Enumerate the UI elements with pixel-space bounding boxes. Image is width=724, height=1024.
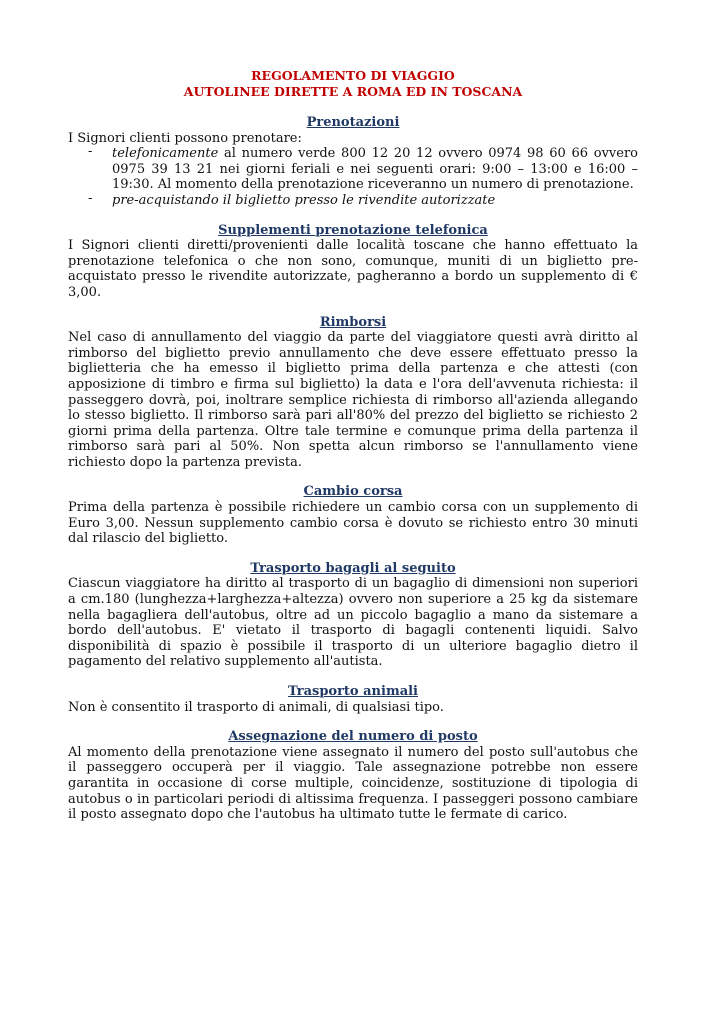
list-item [68, 190, 638, 209]
cambio-corsa-text: Prima della partenza è possibile richiedere un cambio corsa con un supplemento di Euro 3,00. Nessun supplemento cambio corsa è dovuto se richiesto entro 30 minuti dal rilascio del biglietto. [68, 500, 638, 547]
heading-trasporto-animali: Trasporto animali [288, 684, 418, 699]
trasporto-bagagli-text: Ciascun viaggiatore ha diritto al trasporto di un bagaglio di dimensioni non superiori a cm.180 (lunghezza+larghezza+altezza) ovvero non superiore a 25 kg da sistemare nella bagagliera dell'autobus, oltre ad un piccolo bagaglio a mano da sistemare a bordo dell'autobus. E' vietato il trasporto di bagagli contenenti liquidi. Salvo disponibilità di spazio è possibile il trasporto di un ulteriore bagaglio dietro il pagamento del relativo supplemento all'autista. [68, 576, 638, 670]
heading-assegnazione-posto: Assegnazione del numero di posto [228, 729, 478, 745]
rimborsi-text: Nel caso di annullamento del viaggio da parte del viaggiatore questi avrà diritto al rimborso del biglietto previo annullamento che deve essere effettuato presso la biglietteria che ha emesso il biglietto prima della partenza e che attesti (con apposizione di timbro e firma sul biglietto) la data e l'ora dell'avvenuta richiesta: il passeggero dovrà, poi, inoltrare semplice richiesta di rimborso all'azienda allegando lo stesso biglietto. Il rimborso sarà pari all'80% del prezzo del biglietto se richiesto 2 giorni prima della partenza. Oltre tale termine e comunque prima della partenza il rimborso sarà pari al 50%. Non spetta alcun rimborso se l'annullamento viene richiesto dopo la partenza prevista. [68, 330, 638, 470]
heading-supplementi: Supplementi prenotazione telefonica [218, 222, 488, 238]
section-cambio-corsa [68, 484, 638, 546]
prenotazioni-intro: I Signori clienti possono prenotare: [68, 130, 302, 146]
section-assegnazione-posto [68, 729, 638, 823]
dash-bullet: - [88, 144, 93, 160]
section-supplementi [68, 223, 638, 301]
heading-trasporto-bagagli: Trasporto bagagli al seguito [250, 560, 456, 576]
dash-bullet: - [88, 190, 93, 206]
list-item [68, 146, 638, 193]
heading-cambio-corsa: Cambio corsa [303, 484, 403, 500]
document-page [68, 68, 638, 823]
section-rimborsi [68, 315, 638, 471]
section-prenotazioni [68, 115, 638, 209]
document-title-line-2: AUTOLINEE DIRETTE A ROMA ED IN TOSCANA [183, 83, 523, 99]
supplementi-text: I Signori clienti diretti/provenienti dalle località toscane che hanno effettuato la prenotazione telefonica o che non sono, comunque, muniti di un biglietto pre-acquistato presso le rivendite autorizzate, pagheranno a bordo un supplemento di € 3,00. [68, 238, 638, 300]
section-trasporto-bagagli [68, 561, 638, 670]
section-trasporto-animali [68, 684, 638, 715]
heading-rimborsi: Rimborsi [319, 314, 387, 330]
heading-prenotazioni: Prenotazioni [306, 115, 400, 130]
document-title-line-1: REGOLAMENTO DI VIAGGIO [251, 68, 455, 83]
prenotazioni-item1-emphasis: telefonicamente [112, 146, 219, 162]
prenotazioni-list [68, 146, 638, 208]
trasporto-animali-text: Non è consentito il trasporto di animali, di qualsiasi tipo. [68, 699, 444, 715]
prenotazioni-item1-text: al numero verde 800 12 20 12 ovvero 0974 98 60 66 ovvero 0975 39 13 21 nei giorni feriali e nei seguenti orari: 9:00 – 13:00 e 16:00 – 19:30. Al momento della prenotazione riceveranno un numero di prenotazione. [112, 146, 638, 193]
assegnazione-posto-text: Al momento della prenotazione viene assegnato il numero del posto sull'autobus che il passeggero occuperà per il viaggio. Tale assegnazione potrebbe non essere garantita in occasione di corse multiple, coincidenze, sostituzione di tipologia di autobus o in particolari periodi di altissima frequenza. I passeggeri possono cambiare il posto assegnato dopo che l'autobus ha ultimato tutte le fermate di carico. [68, 744, 638, 823]
prenotazioni-item2-emphasis: pre-acquistando il biglietto presso le rivendite autorizzate [112, 192, 496, 208]
